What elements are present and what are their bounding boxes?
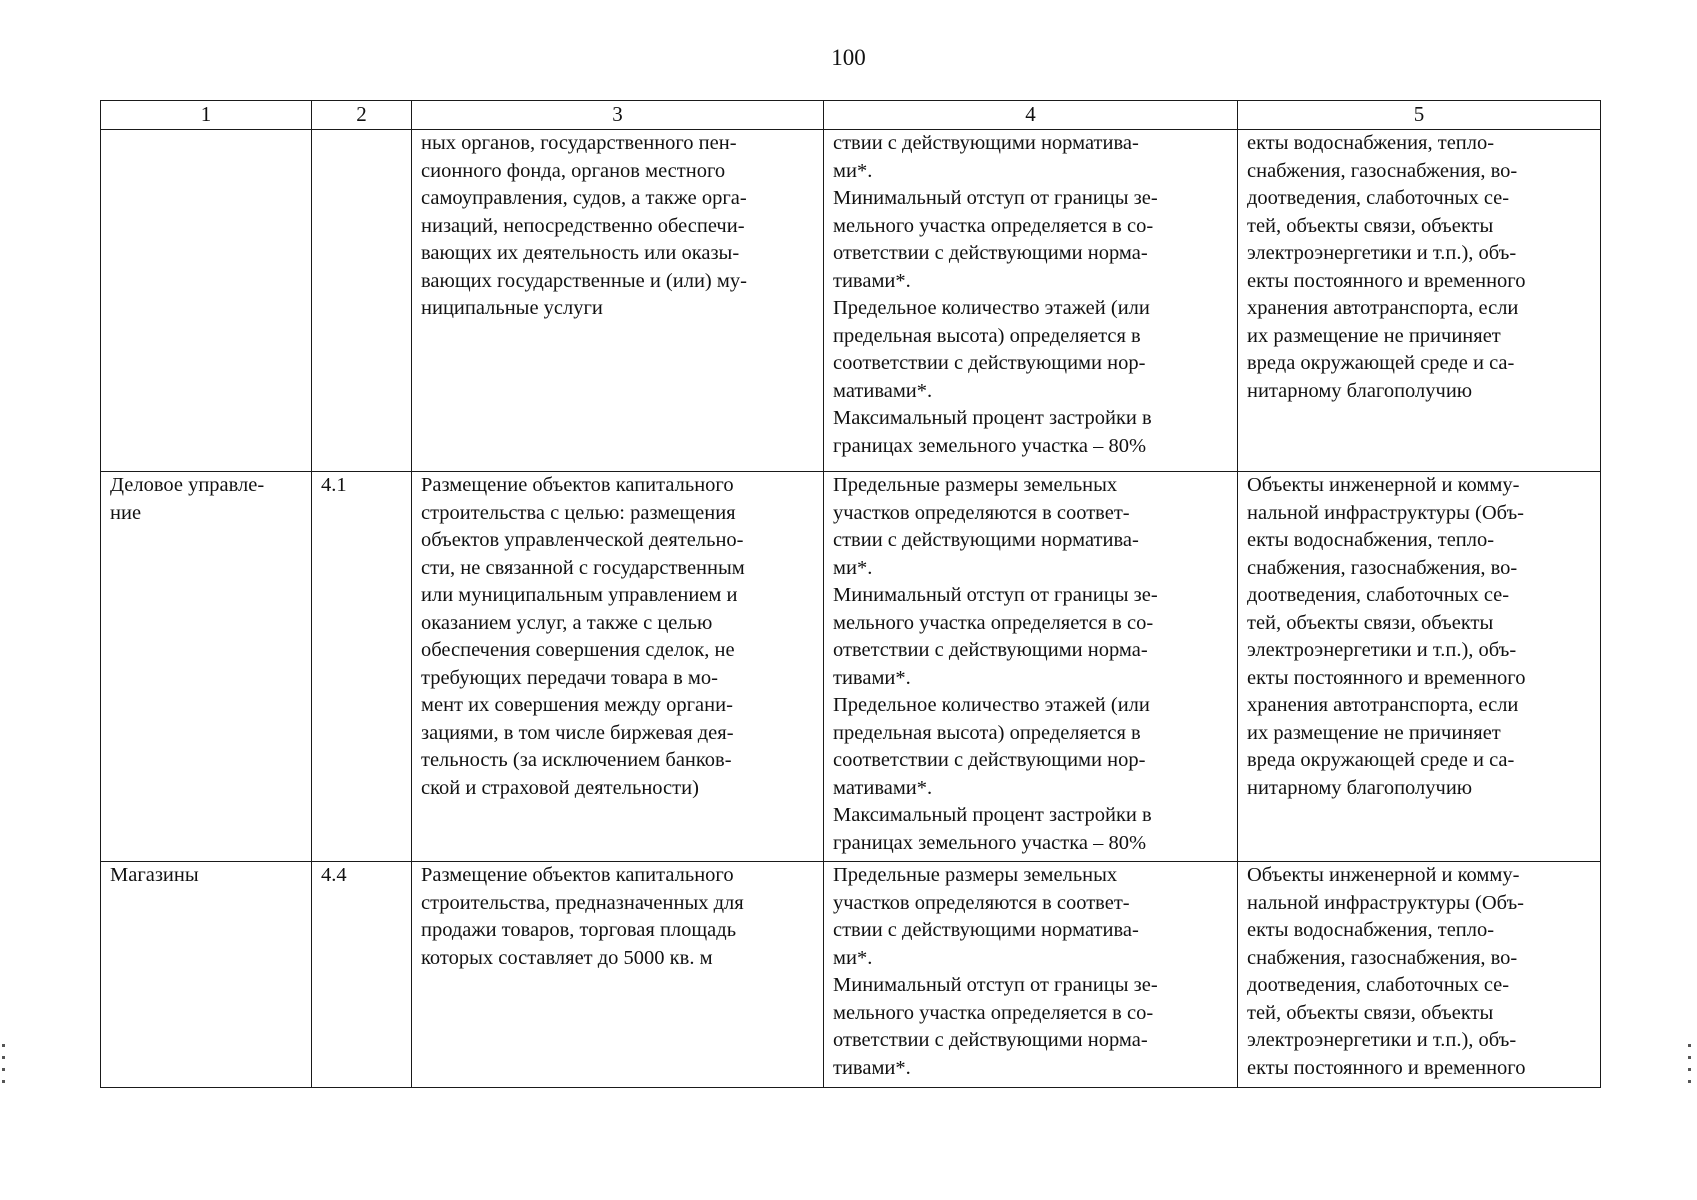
column-header-1: 1 <box>101 101 312 130</box>
use-type-text: Деловое управле- ние <box>110 474 265 524</box>
use-code-text: 4.1 <box>321 474 347 496</box>
table-row <box>101 472 1601 862</box>
auxiliary-uses-text: Объекты инженерной и комму- нальной инфраструктуры (Объ- екты водоснабжения, тепло- снабжения, газоснабжения, во- доотведения, слаботочных се- тей, объекты связи, объекты электроэнергетики и т.п.), объ- екты постоянного и временного <box>1247 864 1526 1079</box>
auxiliary-uses-cell <box>1238 472 1601 862</box>
parameters-text: Предельные размеры земельных участков определяются в соответ- ствии с действующими норматива- ми*. Минимальный отступ от границы зе- мельного участка определяется в со- ответствии с действующими норма- тивами*. <box>833 864 1158 1079</box>
parameters-cell <box>824 472 1238 862</box>
auxiliary-uses-text: екты водоснабжения, тепло- снабжения, газоснабжения, во- доотведения, слаботочных се- тей, объекты связи, объекты электроэнергетики и т.п.), объ- екты постоянного и временного хранения автотранспорта, если их размещение не причиняет вреда окружающей среде и са- нитарному благополучию <box>1247 132 1526 402</box>
scan-edge-marks-right <box>1688 1044 1692 1092</box>
table-header <box>101 101 1601 130</box>
use-code-cell <box>312 862 412 1088</box>
use-code-cell <box>312 472 412 862</box>
table-row <box>101 130 1601 472</box>
auxiliary-uses-text: Объекты инженерной и комму- нальной инфраструктуры (Объ- екты водоснабжения, тепло- снабжения, газоснабжения, во- доотведения, слаботочных се- тей, объекты связи, объекты электроэнергетики и т.п.), объ- екты постоянного и временного хранения автотранспорта, если их размещение не причиняет вреда окружающей среде и са- нитарному благополучию <box>1247 474 1526 799</box>
auxiliary-uses-cell <box>1238 130 1601 472</box>
use-type-cell <box>101 130 312 472</box>
parameters-text: ствии с действующими норматива- ми*. Минимальный отступ от границы зе- мельного участка определяется в со- ответствии с действующими норма- тивами*. Предельное количество этажей (или предельная высота) определяется в соответствии с действующими нор- мативами*. Максимальный процент застройки в границах земельного участка – 80% <box>833 132 1158 457</box>
parameters-cell <box>824 862 1238 1088</box>
scan-edge-marks-left <box>2 1044 6 1092</box>
land-use-table <box>100 100 1601 1088</box>
column-header-2: 2 <box>312 101 412 130</box>
use-code-text: 4.4 <box>321 864 347 886</box>
use-code-cell <box>312 130 412 472</box>
column-header-3: 3 <box>412 101 824 130</box>
page-number: 100 <box>831 45 866 70</box>
auxiliary-uses-cell <box>1238 862 1601 1088</box>
use-description-cell <box>412 472 824 862</box>
table-row <box>101 862 1601 1088</box>
column-header-5: 5 <box>1238 101 1601 130</box>
parameters-text: Предельные размеры земельных участков определяются в соответ- ствии с действующими норматива- ми*. Минимальный отступ от границы зе- мельного участка определяется в со- ответствии с действующими норма- тивами*. Предельное количество этажей (или предельная высота) определяется в соответствии с действующими нор- мативами*. Максимальный процент застройки в границах земельного участка – 80% <box>833 474 1158 854</box>
use-type-text: Магазины <box>110 864 199 886</box>
use-description-text: Размещение объектов капитального строительства, предназначенных для продажи товаров, торговая площадь которых составляет до 5000 кв. м <box>421 864 744 969</box>
column-header-4: 4 <box>824 101 1238 130</box>
use-type-cell <box>101 472 312 862</box>
use-type-cell <box>101 862 312 1088</box>
table-body <box>101 130 1601 1088</box>
use-description-text: ных органов, государственного пен- сионного фонда, органов местного самоуправления, судов, а также орга- низаций, непосредственно обеспечи- вающих их деятельность или оказы- вающих государственные и (или) му- ниципальные услуги <box>421 132 747 319</box>
parameters-cell <box>824 130 1238 472</box>
header-row <box>101 101 1601 130</box>
use-description-text: Размещение объектов капитального строительства с целью: размещения объектов управленческой деятельно- сти, не связанной с государственным или муниципальным управлением и оказанием услуг, а также с целью обеспечения совершения сделок, не требующих передачи товара в мо- мент их совершения между органи- зациями, в том числе биржевая дея- тельность (за исключением банков- ской и страховой деятельности) <box>421 474 745 799</box>
use-description-cell <box>412 862 824 1088</box>
use-description-cell <box>412 130 824 472</box>
